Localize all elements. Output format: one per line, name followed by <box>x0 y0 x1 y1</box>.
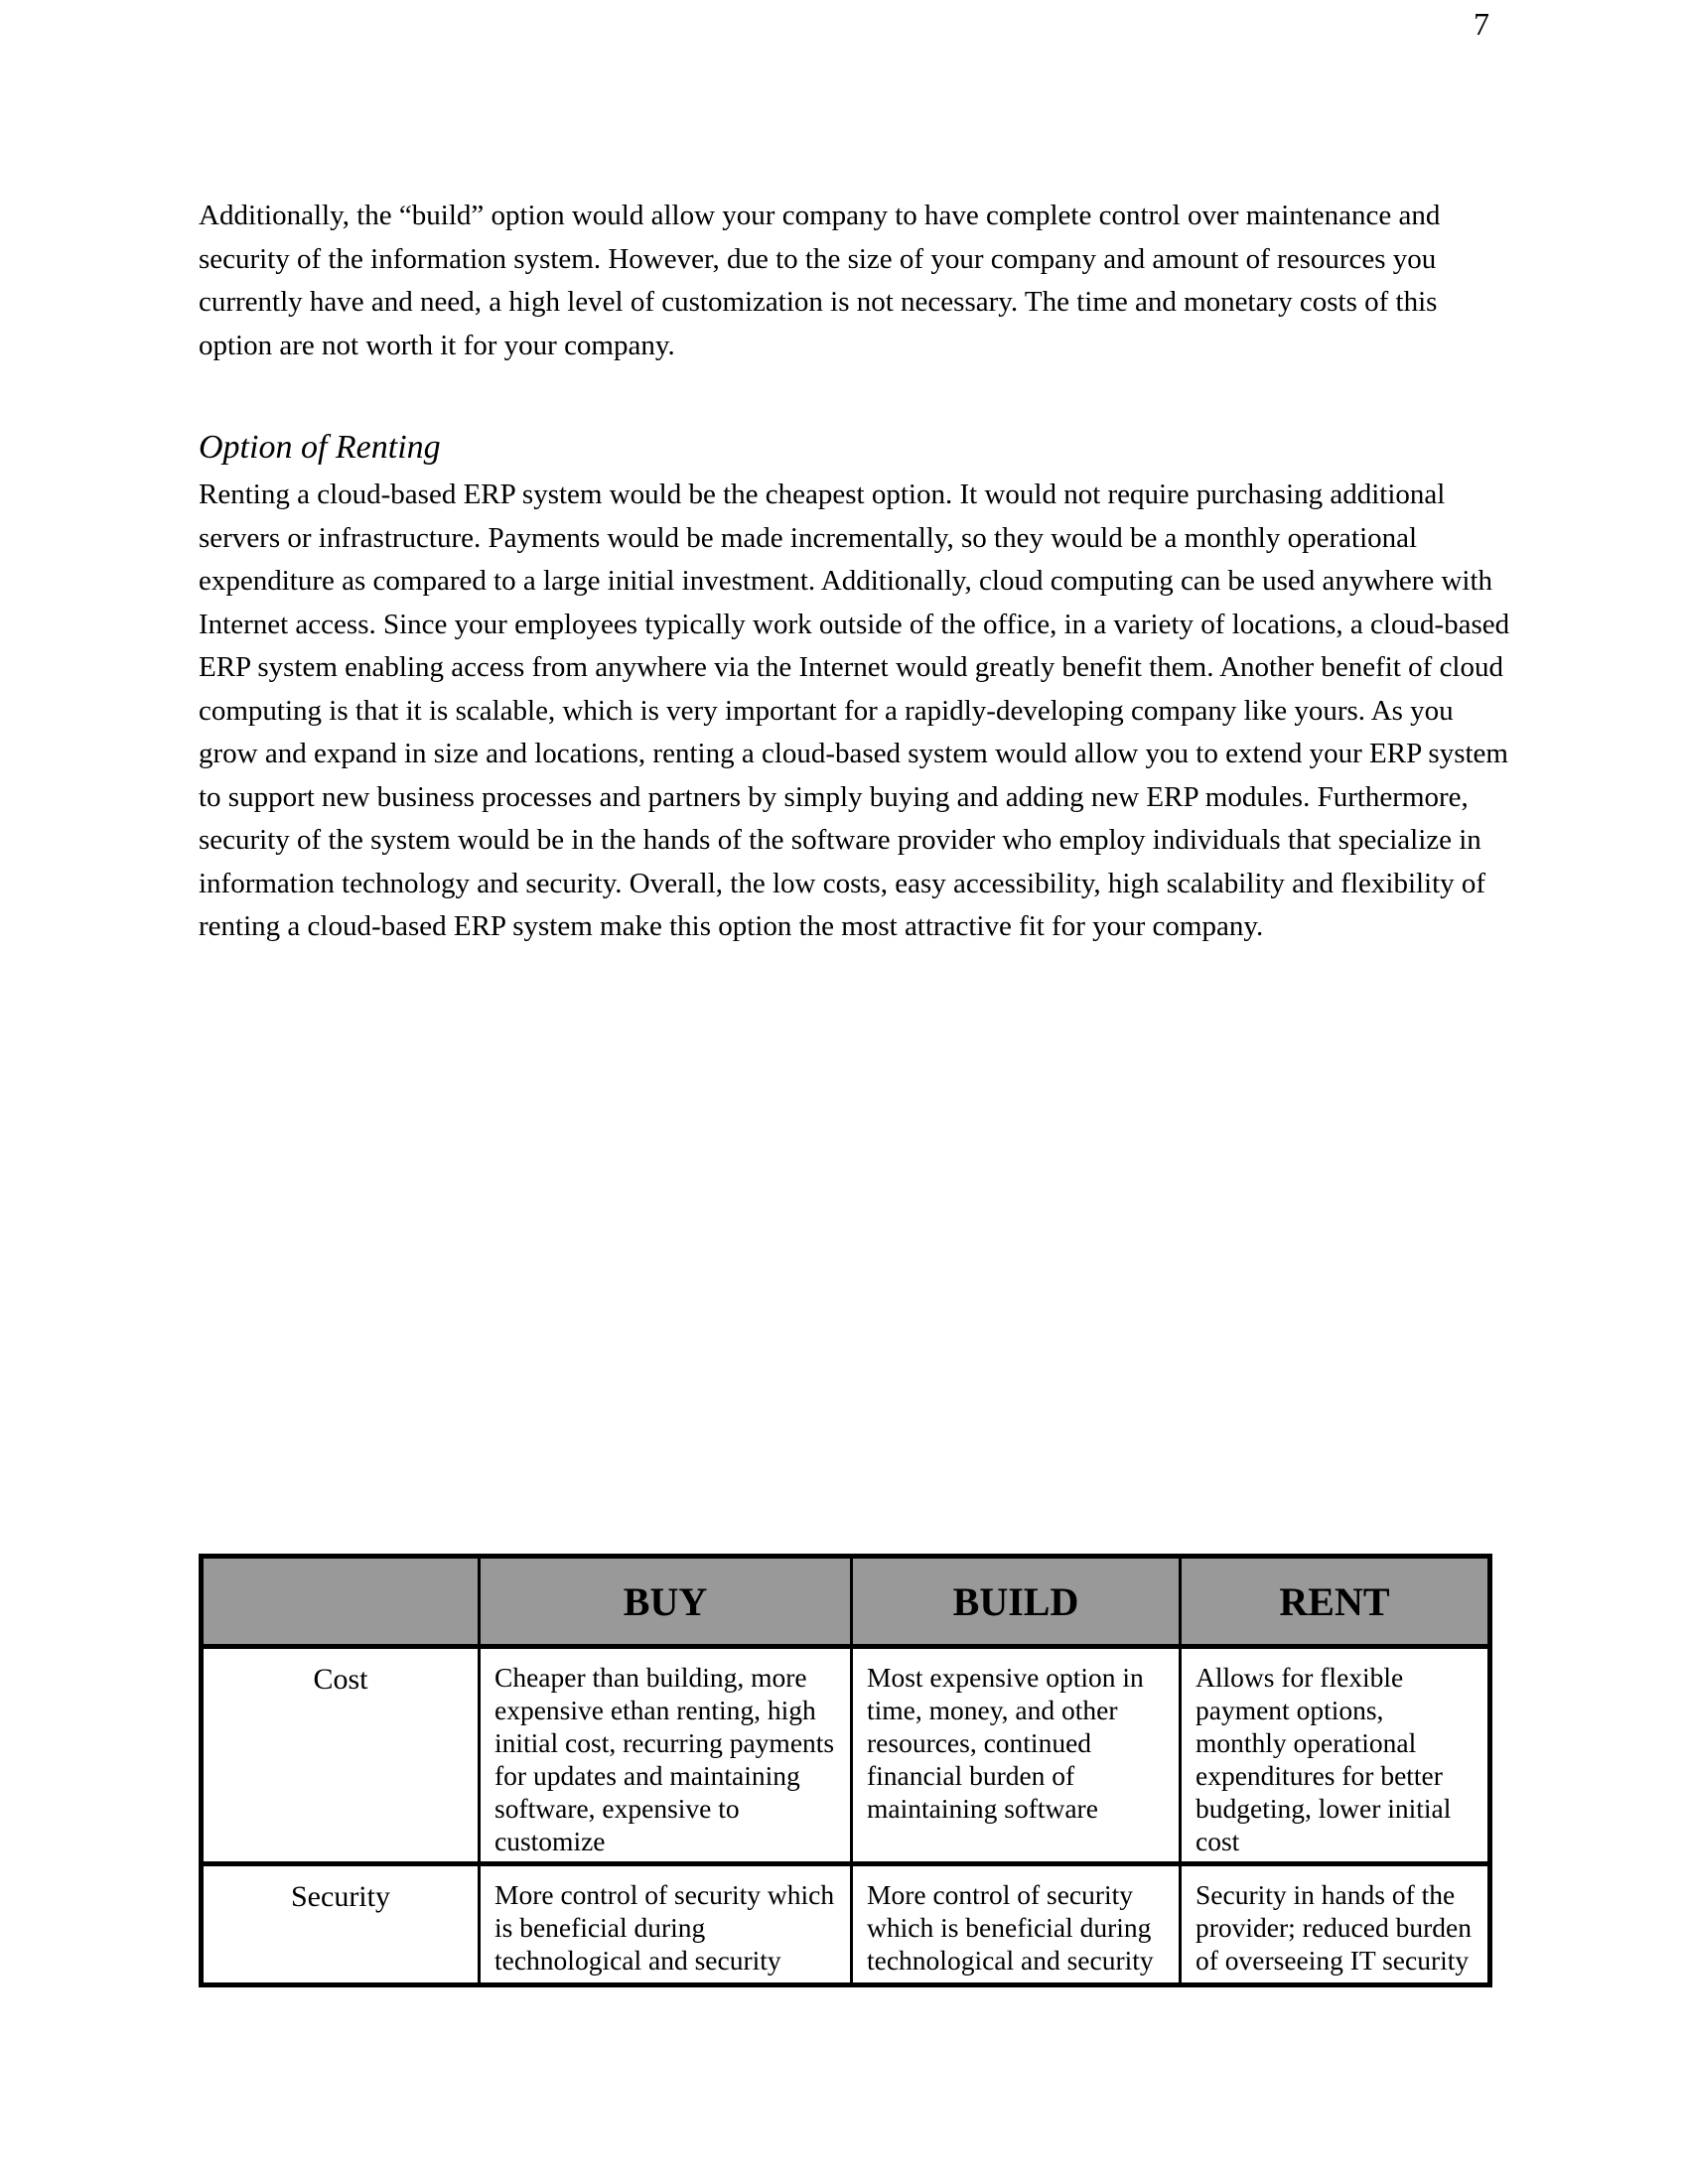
page-number: 7 <box>1474 6 1489 42</box>
header-cell-build: BUILD <box>852 1557 1181 1647</box>
table-row-cost <box>202 1647 1490 1864</box>
header-cell-rent: RENT <box>1181 1557 1490 1647</box>
table-header-row <box>202 1557 1490 1647</box>
cell-security-rent: Security in hands of the provider; reduced burden of overseeing IT security <box>1181 1864 1490 1985</box>
paragraph-option-of-renting: Renting a cloud-based ERP system would be the cheapest option. It would not require purchasing additional servers or infrastructure. Payments would be made incrementally, so they would be a monthly operational expenditure as compared to a large initial investment. Additionally, cloud computing can be used anywhere with Internet access. Since your employees typically work outside of the office, in a variety of locations, a cloud-based ERP system enabling access from anywhere via the Internet would greatly benefit them. Another benefit of cloud computing is that it is scalable, which is very important for a rapidly-developing company like yours. As you grow and expand in size and locations, renting a cloud-based system would allow you to extend your ERP system to support new business processes and partners by simply buying and adding new ERP modules. Furthermore, security of the system would be in the hands of the software provider who employ individuals that specialize in information technology and security. Overall, the low costs, easy accessibility, high scalability and flexibility of renting a cloud-based ERP system make this option the most attractive fit for your company. <box>199 478 1510 942</box>
section-heading-option-of-renting: Option of Renting <box>199 429 441 466</box>
cell-cost-buy: Cheaper than building, more expensive ethan renting, high initial cost, recurring payments for updates and maintaining software, expensive to customize <box>480 1647 852 1864</box>
row-label-security: Security <box>202 1864 480 1985</box>
row-label-cost: Cost <box>202 1647 480 1864</box>
cell-security-buy: More control of security which is beneficial during technological and security <box>480 1864 852 1985</box>
paragraph-build-option: Additionally, the “build” option would allow your company to have complete control over maintenance and security of the information system. However, due to the size of your company and amount of resources you currently have and need, a high level of customization is not necessary. The time and monetary costs of this option are not worth it for your company. <box>199 200 1441 361</box>
cell-security-build: More control of security which is beneficial during technological and security <box>852 1864 1181 1985</box>
cell-cost-build: Most expensive option in time, money, and other resources, continued financial burden of maintaining software <box>852 1647 1181 1864</box>
header-cell-buy: BUY <box>480 1557 852 1647</box>
table-row-security <box>202 1864 1490 1985</box>
buy-build-rent-comparison-table <box>199 1554 1492 1987</box>
cell-cost-rent: Allows for flexible payment options, monthly operational expenditures for better budgeting, lower initial cost <box>1181 1647 1490 1864</box>
header-cell-empty <box>202 1557 480 1647</box>
